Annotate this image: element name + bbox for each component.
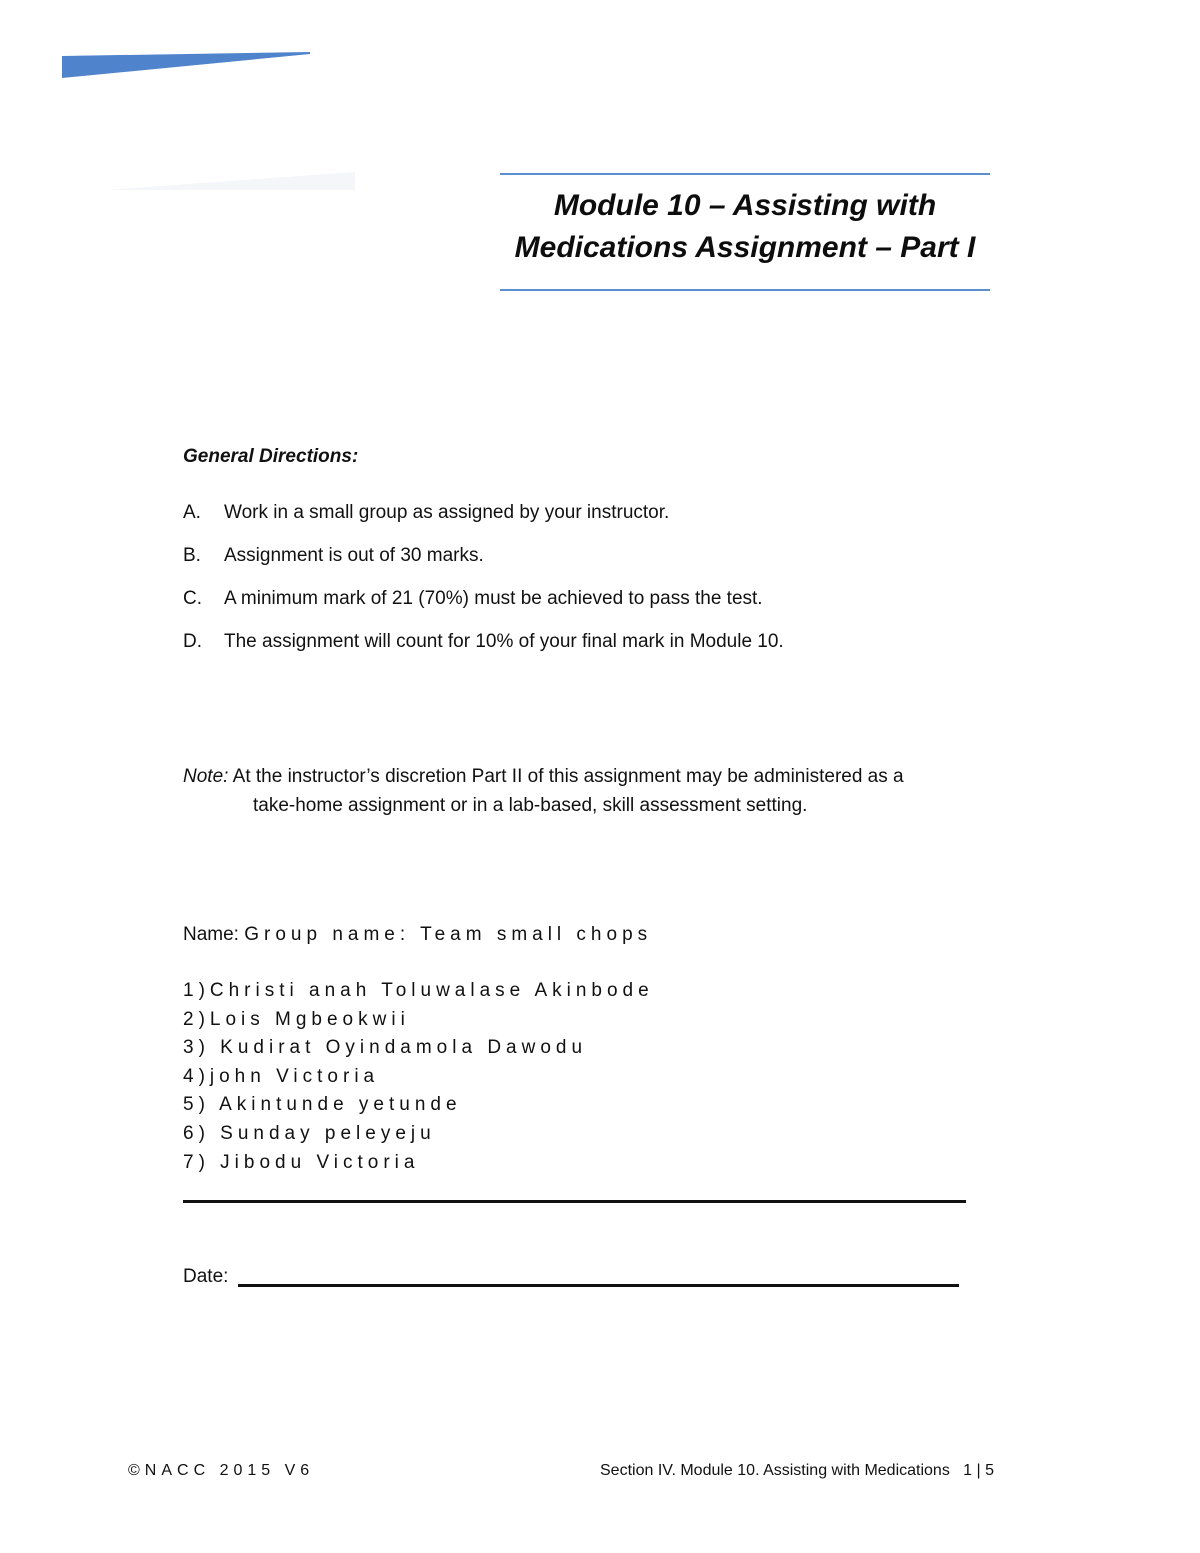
directions-list (183, 498, 1033, 670)
date-label: Date: (183, 1266, 229, 1287)
direction-item (183, 498, 1033, 541)
group-member: 1)Christi anah Toluwalase Akinbode (183, 980, 654, 1001)
page-title (500, 185, 990, 269)
title-block (500, 173, 990, 291)
group-member: 6) Sunday peleyeju (183, 1122, 436, 1144)
date-underline (238, 1284, 959, 1287)
note-paragraph (183, 762, 1043, 820)
group-member: 3) Kudirat Oyindamola Dawodu (183, 1037, 588, 1059)
direction-text: Assignment is out of 30 marks. (224, 545, 484, 566)
date-row (183, 1266, 973, 1288)
direction-letter: B. (183, 545, 201, 566)
logo-blue-wedge (62, 52, 310, 78)
note-line2: take-home assignment or in a lab-based, skill assessment setting. (253, 795, 808, 816)
group-members-list (183, 977, 983, 1177)
footer-copyright: ©NACC 2015 V6 (128, 1462, 315, 1479)
logo-faint-mark (105, 170, 355, 192)
name-label: Name: (183, 924, 239, 945)
group-name-value: Group name: Team small chops (244, 924, 653, 945)
direction-item (183, 584, 1033, 627)
direction-item (183, 627, 1033, 670)
name-section (183, 920, 983, 1177)
direction-letter: D. (183, 631, 202, 652)
note-line1: At the instructor’s discretion Part II of this assignment may be administered as a (232, 766, 904, 787)
directions-heading: General Directions: (183, 446, 359, 467)
name-line (183, 920, 983, 950)
page-title-line2: Medications Assignment – Part I (514, 231, 976, 264)
direction-letter: A. (183, 502, 201, 523)
direction-letter: C. (183, 588, 202, 609)
direction-text: Work in a small group as assigned by your instructor. (224, 502, 670, 523)
direction-text: The assignment will count for 10% of your final mark in Module 10. (224, 631, 784, 652)
note-label: Note: (183, 766, 229, 787)
group-member: 7) Jibodu Victoria (183, 1151, 420, 1173)
direction-text: A minimum mark of 21 (70%) must be achieved to pass the test. (224, 588, 763, 609)
direction-item (183, 541, 1033, 584)
title-top-rule (500, 173, 990, 175)
logo-faint-shape (105, 172, 355, 190)
general-directions (183, 446, 1033, 670)
footer-section-page: Section IV. Module 10. Assisting with Medications 1 | 5 (600, 1462, 994, 1479)
group-member: 4)john Victoria (183, 1065, 380, 1087)
group-member: 2)Lois Mgbeokwii (183, 1008, 410, 1030)
name-underline (183, 1200, 966, 1203)
title-bottom-rule (500, 289, 990, 291)
page-title-line1: Module 10 – Assisting with (553, 189, 937, 222)
logo-wedge-shape (62, 52, 310, 78)
group-member: 5) Akintunde yetunde (183, 1094, 462, 1116)
